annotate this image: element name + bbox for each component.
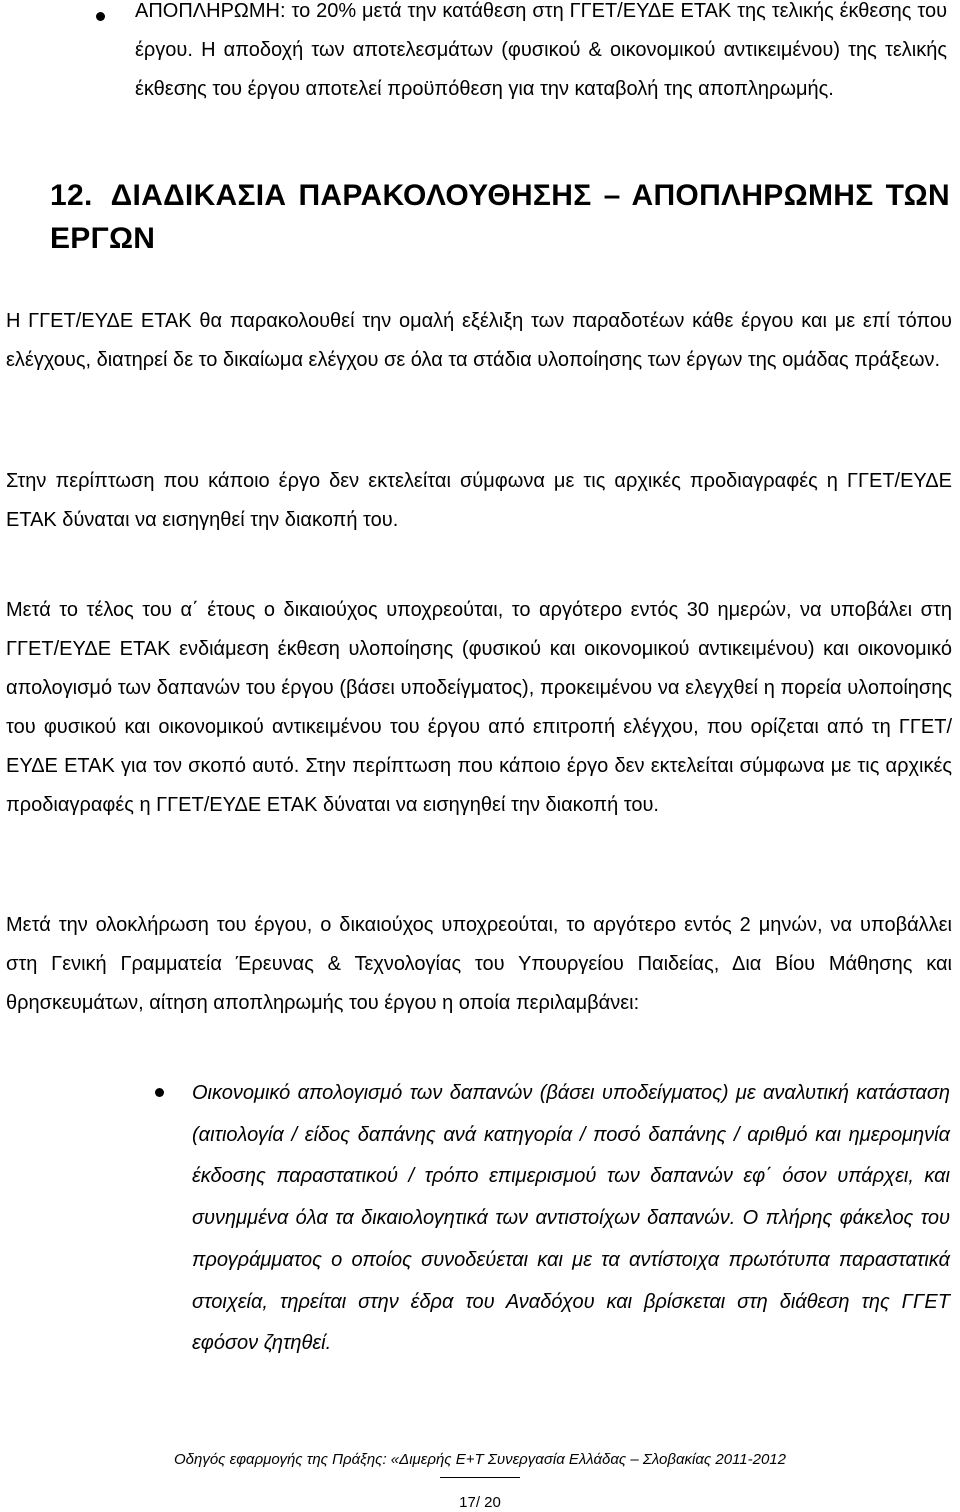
paragraph-monitoring: Η ΓΓΕΤ/ΕΥΔΕ ΕΤΑΚ θα παρακολουθεί την ομαλή εξέλιξη των παραδοτέων κάθε έργου και με επί τόπου ελέγχους, διατηρεί δε το δικαίωμα ελέγχου σε όλα τα στάδια υλοποίησης των έργων της ομάδας πράξεων. xyxy=(6,310,952,371)
list-item: Οικονομικό απολογισμό των δαπανών (βάσει υποδείγματος) με αναλυτική κατάσταση (αιτιολογία / είδος δαπάνης ανά κατηγορία / ποσό δαπάνης / αριθμό και ημερομηνία έκδοσης παραστατικού / τρόπο επιμερισμού των δαπανών εφ΄ όσον υπάρχει, και συνημμένα όλα τα δικαιολογητικά των αντιστοίχων δαπανών. Ο πλήρης φάκελος του προγράμματος ο οποίος συνοδεύεται και με τα αντίστοιχα πρωτότυπα παραστατικά στοιχεία, τηρείται στην έδρα του Αναδόχου και βρίσκεται στη διάθεση της ΓΓΕΤ εφόσον ζητηθεί. xyxy=(192,1082,950,1355)
section-number: 12. xyxy=(50,179,93,212)
top-bullet-item xyxy=(0,0,960,150)
footer-divider xyxy=(440,1477,520,1478)
paragraph-interim-report: Μετά το τέλος του α΄ έτους ο δικαιούχος υποχρεούται, το αργότερο εντός 30 ημερών, να υποβάλει στη ΓΓΕΤ/ΕΥΔΕ ΕΤΑΚ ενδιάμεση έκθεση υλοποίησης (φυσικού και οικονομικού αντικειμένου) και οικονομικό απολογισμό των δαπανών του έργου (βάσει υποδείγματος), προκειμένου να ελεγχθεί η πορεία υλοποίησης του φυσικού και οικονομικού αντικειμένου του έργου από επιτροπή ελέγχου, που ορίζεται από τη ΓΓΕΤ/ΕΥΔΕ ΕΤΑΚ για τον σκοπό αυτό. Στην περίπτωση που κάποιο έργο δεν εκτελείται σύμφωνα με τις αρχικές προδιαγραφές η ΓΓΕΤ/ΕΥΔΕ ΕΤΑΚ δύναται να εισηγηθεί την διακοπή του. xyxy=(6,599,952,816)
paragraph-final-payment: Μετά την ολοκλήρωση του έργου, ο δικαιούχος υποχρεούται, το αργότερο εντός 2 μηνών, να υποβάλλει στη Γενική Γραμματεία Έρευνας & Τεχνολογίας του Υπουργείου Παιδείας, Δια Βίου Μάθησης και θρησκευμάτων, αίτηση αποπληρωμής του έργου η οποία περιλαμβάνει: xyxy=(6,914,952,1014)
top-bullet-body: το 20% μετά την κατάθεση στη ΓΓΕΤ/ΕΥΔΕ ΕΤΑΚ της τελικής έκθεσης του έργου. Η αποδοχή των αποτελεσμάτων (φυσικού & οικονομικού αντικειμένου) της τελικής έκθεσης του έργου αποτελεί προϋπόθεση για την καταβολή της αποπληρωμής. xyxy=(135,0,948,100)
paragraph-deviation: Στην περίπτωση που κάποιο έργο δεν εκτελείται σύμφωνα με τις αρχικές προδιαγραφές η ΓΓΕΤ/ΕΥΔΕ ΕΤΑΚ δύναται να εισηγηθεί την διακοπή του. xyxy=(6,470,952,531)
page-number: 17/ 20 xyxy=(459,1494,501,1511)
bullet-dot-icon xyxy=(96,12,105,21)
footer-guide-title: Οδηγός εφαρμογής της Πράξης: «Διμερής Ε+Τ Συνεργασία Ελλάδας – Σλοβακίας 2011-2012 xyxy=(174,1451,786,1468)
section-title: ΔΙΑΔΙΚΑΣΙΑ ΠΑΡΑΚΟΛΟΥΘΗΣΗΣ – ΑΠΟΠΛΗΡΩΜΗΣ ΤΩΝ ΕΡΓΩΝ xyxy=(50,179,950,255)
section-heading xyxy=(50,174,950,260)
list-bullet-icon xyxy=(155,1088,164,1097)
top-bullet-text xyxy=(135,0,947,109)
top-bullet-label: ΑΠΟΠΛΗΡΩΜΗ: xyxy=(135,0,286,22)
